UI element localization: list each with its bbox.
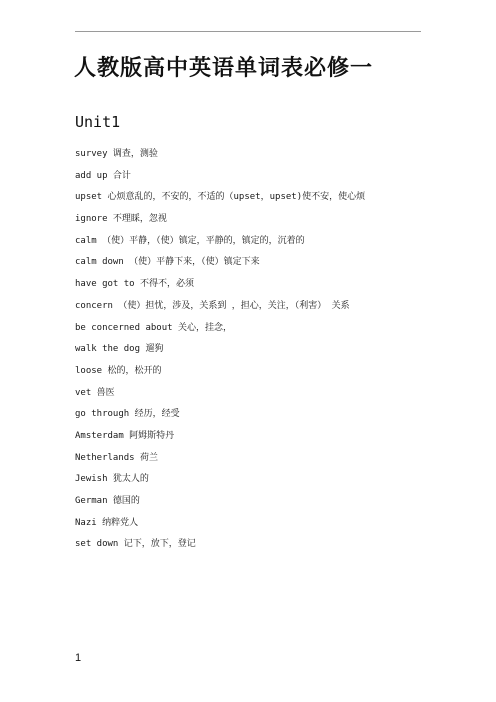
- unit-heading: Unit1: [75, 113, 121, 131]
- vocab-entry: Amsterdam 阿姆斯特丹: [75, 430, 175, 441]
- vocab-entry: be concerned about 关心，挂念，: [75, 322, 232, 333]
- page-number: 1: [75, 652, 82, 664]
- header-rule: [75, 31, 421, 32]
- vocab-entry: survey 调查，测验: [75, 149, 158, 159]
- vocab-entry: ignore 不理睬，忽视: [75, 214, 167, 225]
- vocab-entry: calm （使）平静，（使）镇定，平静的，镇定的，沉着的: [75, 235, 305, 246]
- vocab-entry: calm down （使）平静下来，（使）镇定下来: [75, 257, 260, 268]
- vocab-entry: Netherlands 荷兰: [75, 452, 159, 463]
- vocab-entry: vet 兽医: [75, 387, 115, 398]
- document-title: 人教版高中英语单词表必修一: [74, 56, 374, 81]
- vocab-entry: Nazi 纳粹党人: [75, 517, 139, 528]
- vocab-entry: upset 心烦意乱的，不安的，不适的（upset，upset)使不安，使心烦: [75, 192, 366, 203]
- vocabulary-list: [75, 144, 421, 556]
- vocab-entry: go through 经历，经受: [75, 409, 180, 420]
- vocab-entry: loose 松的，松开的: [75, 365, 162, 376]
- vocab-entry: set down 记下，放下，登记: [75, 539, 196, 550]
- vocab-entry: German 德国的: [75, 496, 140, 506]
- vocab-entry: Jewish 犹太人的: [75, 474, 149, 485]
- vocab-entry: have got to 不得不，必须: [75, 279, 195, 290]
- vocab-entry: walk the dog 遛狗: [75, 344, 164, 355]
- vocab-entry: concern （使）担忧，涉及，关系到 ，担心，关注，（利害） 关系: [75, 300, 350, 311]
- vocab-entry: add up 合计: [75, 170, 131, 181]
